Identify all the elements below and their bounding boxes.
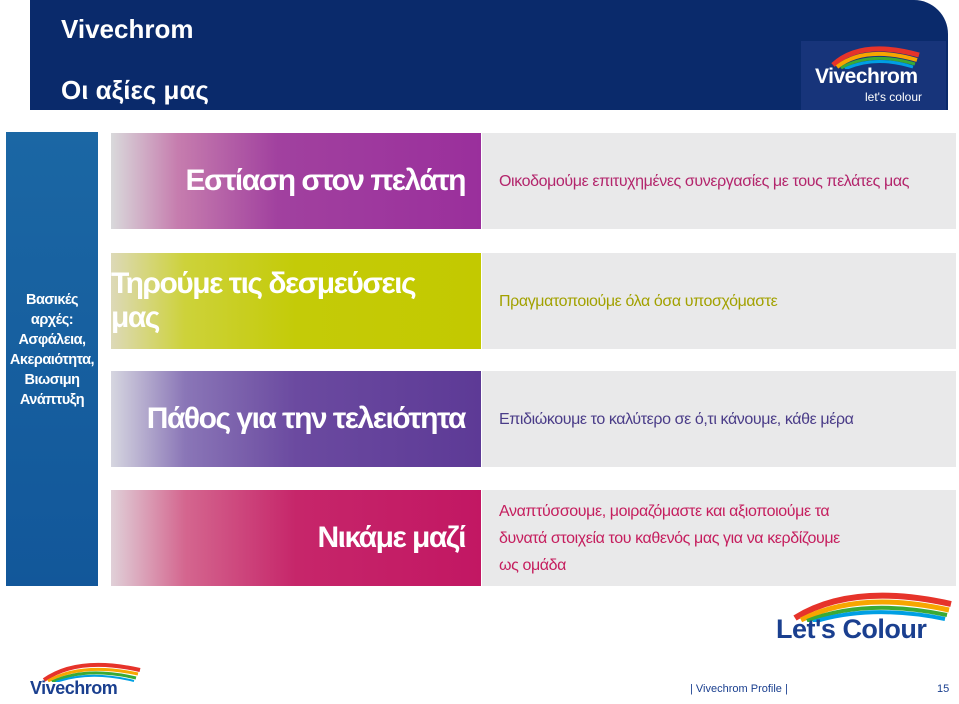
value-band-3 xyxy=(111,371,481,467)
slide-title: Οι αξίες μας xyxy=(61,75,209,105)
value-title-1: Εστίαση στον πελάτη xyxy=(185,164,465,197)
header-logo-brand: Vivechrom xyxy=(815,65,918,88)
principles-sidebar xyxy=(6,132,98,586)
value-title-4: Νικάμε μαζί xyxy=(317,521,465,554)
value-title-3: Πάθος για την τελειότητα xyxy=(146,402,465,435)
lets-colour-logo xyxy=(773,588,953,648)
value-band-4 xyxy=(111,490,481,586)
value-desc-box-1 xyxy=(482,133,956,229)
header-logo-tagline: let's colour xyxy=(865,90,922,104)
footer-text: | Vivechrom Profile | xyxy=(690,683,788,695)
value-description-4: Αναπτύσσουμε, μοιραζόμαστε και αξιοποιούμε τα δυνατά στοιχεία του καθενός μας για να κερδίζουμε ως ομάδα xyxy=(499,502,840,574)
value-desc-box-3 xyxy=(482,371,956,467)
brand-title: Vivechrom xyxy=(61,14,194,44)
value-band-1 xyxy=(111,133,481,229)
slide-header xyxy=(30,0,948,110)
value-title-2: Τηρούμε τις δεσμεύσεις μας xyxy=(111,267,416,334)
header-logo xyxy=(801,41,946,110)
value-desc-box-4 xyxy=(482,490,956,586)
value-description-3: Επιδιώκουμε το καλύτερο σε ό,τι κάνουμε, κάθε μέρα xyxy=(499,410,854,428)
value-description-1: Οικοδομούμε επιτυχημένες συνεργασίες με τους πελάτες μας xyxy=(499,172,909,190)
footer-logo xyxy=(28,660,148,700)
value-desc-box-2 xyxy=(482,253,956,349)
lets-colour-text: Let's Colour xyxy=(776,614,927,644)
value-description-2: Πραγματοποιούμε όλα όσα υποσχόμαστε xyxy=(499,292,778,310)
page-number: 15 xyxy=(937,683,950,695)
footer-logo-text: Vivechrom xyxy=(30,678,118,698)
principles-text: Βασικές αρχές: Ασφάλεια, Ακεραιότητα, Βιωσιμη Ανάπτυξη xyxy=(9,292,95,408)
value-band-2 xyxy=(111,253,481,349)
